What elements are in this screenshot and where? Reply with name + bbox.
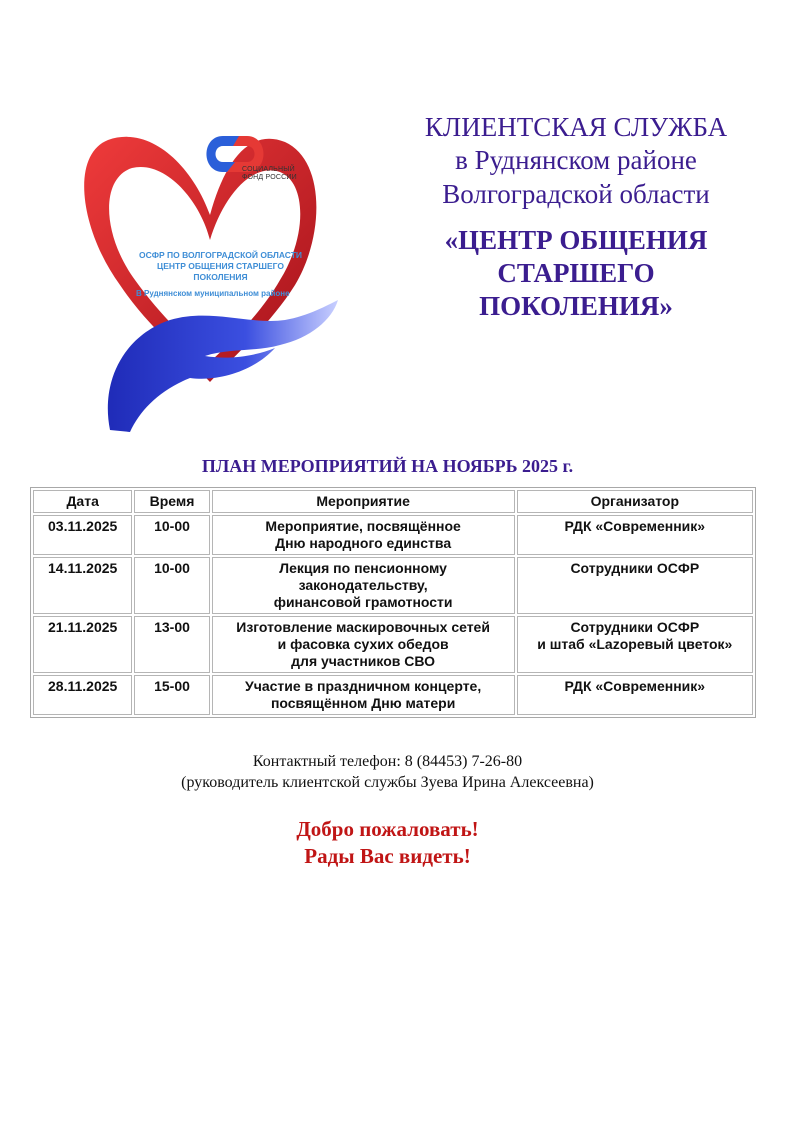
contact-head: (руководитель клиентской службы Зуева Ирина Алексеевна) — [181, 774, 594, 791]
header-district-line: в Руднянском районе — [455, 145, 697, 175]
cell-event: Изготовление маскировочных сетей и фасовка сухих обедов для участников СВО — [212, 616, 515, 673]
header-time: Время — [134, 490, 209, 513]
header-region-line: Волгоградской области — [442, 179, 710, 209]
events-table — [30, 487, 756, 718]
contact-block — [0, 751, 775, 793]
table-row — [33, 616, 753, 673]
page-title: «ЦЕНТР ОБЩЕНИЯ СТАРШЕГО ПОКОЛЕНИЯ» — [444, 225, 708, 321]
welcome-line-2: Рады Вас видеть! — [304, 844, 471, 868]
table-row — [33, 675, 753, 715]
header-event: Мероприятие — [212, 490, 515, 513]
table-row — [33, 515, 753, 555]
cell-event: Лекция по пенсионному законодательству, финансовой грамотности — [212, 557, 515, 614]
cell-date: 28.11.2025 — [33, 675, 132, 715]
header-organizer: Организатор — [517, 490, 753, 513]
logo-municipal-line: В Руднянском муниципальном районе — [136, 289, 290, 298]
center-logo — [80, 120, 340, 432]
cell-date: 21.11.2025 — [33, 616, 132, 673]
cell-organizer: РДК «Современник» — [517, 515, 753, 555]
table-header-row — [33, 490, 753, 513]
contact-phone: Контактный телефон: 8 (84453) 7-26-80 — [252, 753, 523, 770]
welcome-line-1: Добро пожаловать! — [296, 817, 479, 841]
cell-time: 15-00 — [134, 675, 209, 715]
hand-shape — [108, 300, 338, 432]
logo-org-name: ОСФР ПО ВОЛГОГРАДСКОЙ ОБЛАСТИ ЦЕНТР ОБЩЕНИЯ СТАРШЕГО ПОКОЛЕНИЯ — [138, 250, 302, 282]
cell-time: 10-00 — [134, 557, 209, 614]
cell-event: Мероприятие, посвящённое Дню народного единства — [212, 515, 515, 555]
social-fund-label: СОЦИАЛЬНЫЙ ФОНД РОССИИ — [242, 166, 297, 181]
cell-organizer: РДК «Современник» — [517, 675, 753, 715]
cell-date: 03.11.2025 — [33, 515, 132, 555]
welcome-block — [0, 816, 775, 870]
cell-event: Участие в праздничном концерте, посвящённом Дню матери — [212, 675, 515, 715]
header-date: Дата — [33, 490, 132, 513]
cell-time: 10-00 — [134, 515, 209, 555]
plan-heading: ПЛАН МЕРОПРИЯТИЙ НА НОЯБРЬ 2025 г. — [201, 456, 574, 476]
cell-date: 14.11.2025 — [33, 557, 132, 614]
cell-organizer: Сотрудники ОСФР и штаб «Lazoревый цветок» — [517, 616, 753, 673]
table-row — [33, 557, 753, 614]
cell-time: 13-00 — [134, 616, 209, 673]
cell-organizer: Сотрудники ОСФР — [517, 557, 753, 614]
header-service-line: КЛИЕНТСКАЯ СЛУЖБА — [424, 112, 728, 142]
page-header — [370, 112, 782, 323]
